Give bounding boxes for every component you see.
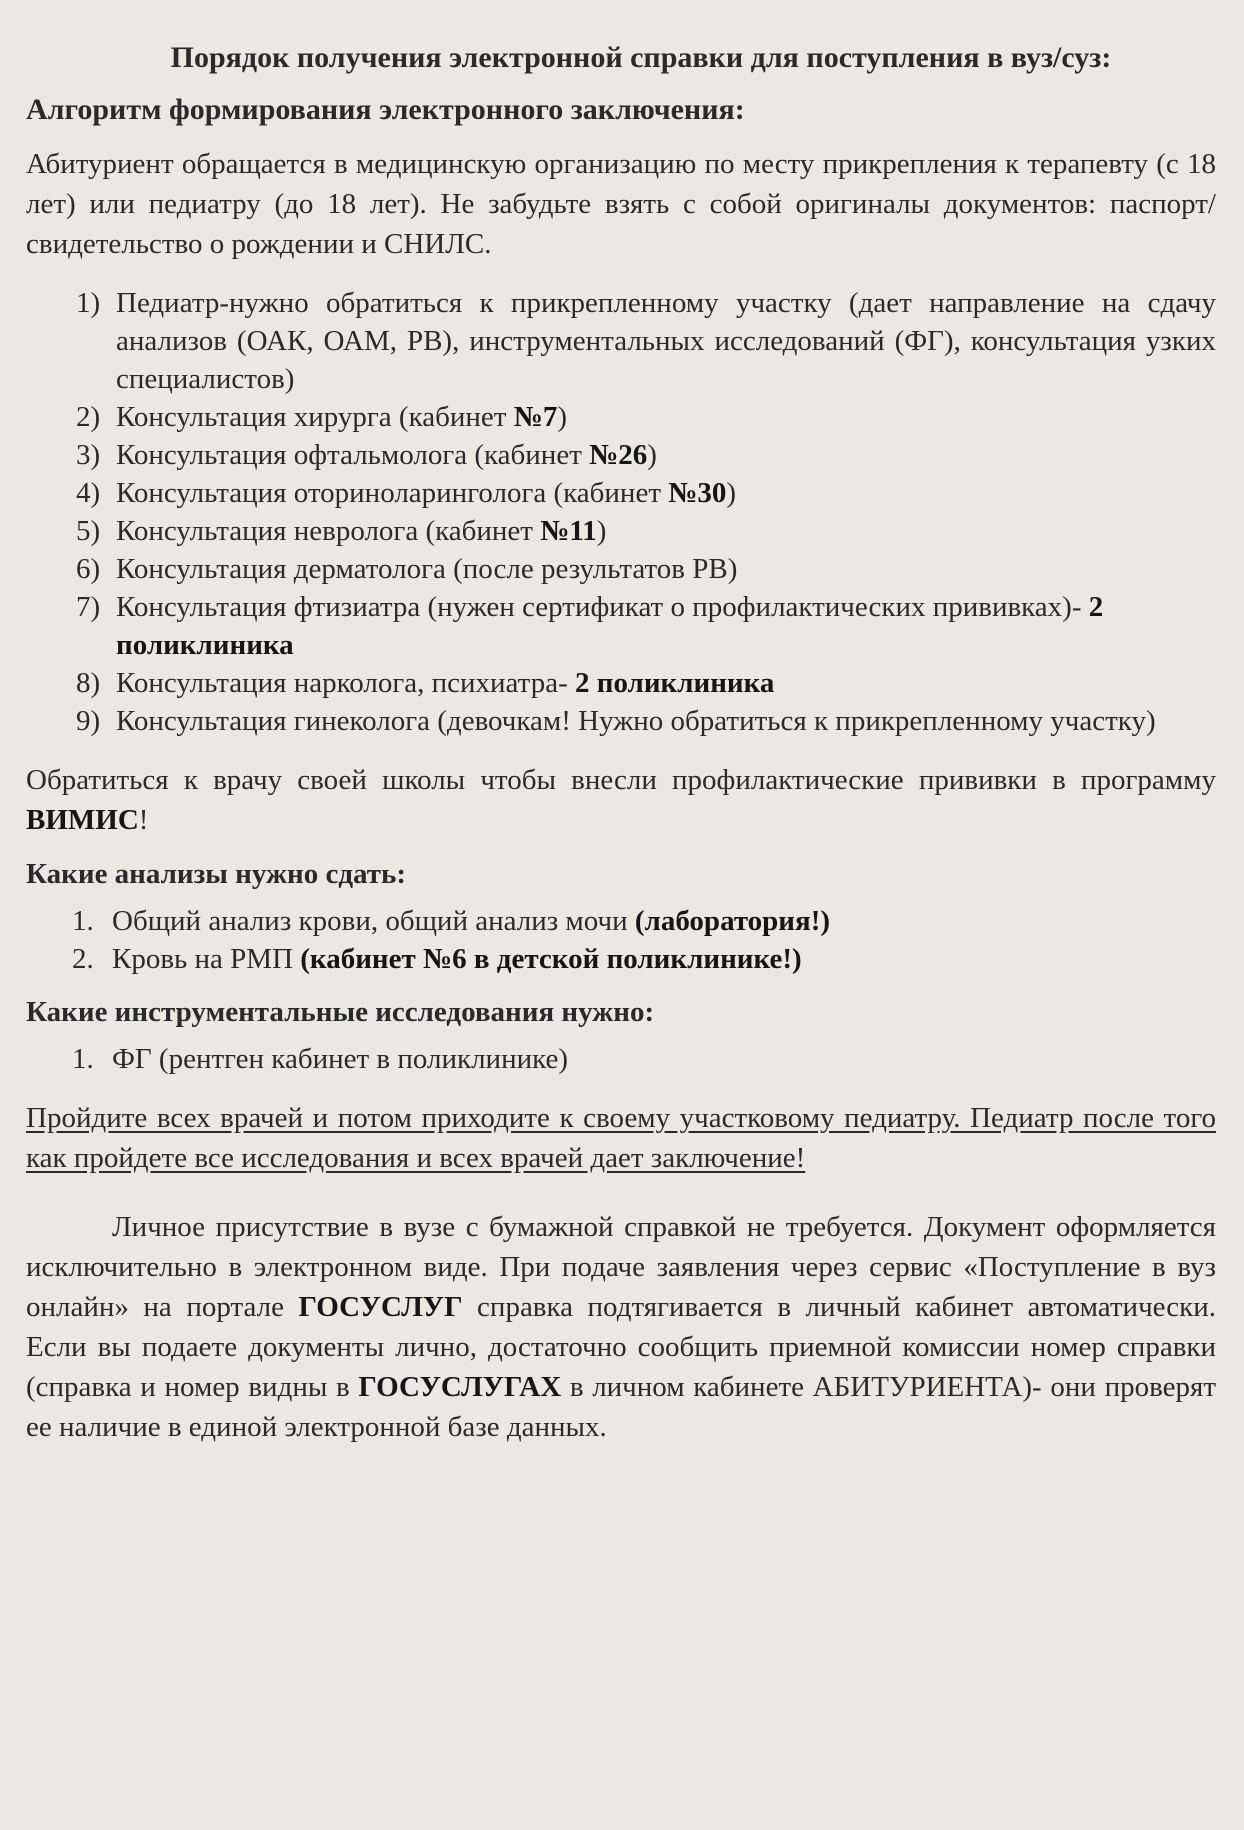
intro-paragraph: Абитуриент обращается в медицинскую организацию по месту прикрепления к терапевту (с 18 лет) или педиатру (до 18 лет). Не забудьте взять с собой оригиналы документов: паспорт/свидетельство о рождении и СНИЛС.	[26, 148, 1216, 260]
vimis-paragraph: Обратиться к врачу своей школы чтобы внесли профилактические прививки в программу ВИМИС!	[26, 764, 1216, 836]
list-item: 4) Консультация оториноларинголога (кабинет №30)	[76, 477, 737, 509]
instrumental-list	[26, 1040, 1216, 1078]
list-item: 1. Общий анализ крови, общий анализ мочи (лаборатория!)	[72, 905, 831, 937]
closing-paragraph: Личное присутствие в вузе с бумажной справкой не требуется. Документ оформляется исключительно в электронном виде. При подаче заявления через сервис «Поступление в вуз онлайн» на портале ГОСУСЛУГ справка подтягивается в личный кабинет автоматически. Если вы подаете документы лично, достаточно сообщить приемной комиссии номер справки (справка и номер видны в ГОСУСЛУГАХ в личном кабинете АБИТУРИЕНТА)- они проверят ее наличие в единой электронной базе данных.	[26, 1211, 1217, 1443]
list-item: 2) Консультация хирурга (кабинет №7)	[76, 401, 568, 433]
document-title: Порядок получения электронной справки для поступления в вуз/суз:	[170, 41, 1112, 74]
underlined-note: Пройдите всех врачей и потом приходите к своему участковому педиатру. Педиатр после того как пройдете все исследования и всех врачей дает заключение!	[26, 1102, 1216, 1174]
analyses-list	[26, 902, 1216, 978]
list-item: 8) Консультация нарколога, психиатра- 2 поликлиника	[76, 667, 775, 699]
instrumental-heading: Какие инструментальные исследования нужно:	[26, 996, 655, 1028]
list-item: 2. Кровь на РМП (кабинет №6 в детской поликлинике!)	[72, 943, 802, 975]
list-item: 5) Консультация невролога (кабинет №11)	[76, 515, 607, 547]
analyses-heading: Какие анализы нужно сдать:	[26, 858, 407, 890]
list-item: 1) Педиатр-нужно обратиться к прикрепленному участку (дает направление на сдачу анализов (ОАК, ОАМ, РВ), инструментальных исследований (ФГ), консультация узких специалистов)	[76, 287, 1216, 395]
list-item: 6) Консультация дерматолога (после результатов РВ)	[76, 553, 738, 585]
list-item: 9) Консультация гинеколога (девочкам! Нужно обратиться к прикрепленному участку)	[76, 705, 1156, 737]
document-subtitle: Алгоритм формирования электронного заключения:	[26, 93, 745, 126]
list-item: 3) Консультация офтальмолога (кабинет №26)	[76, 439, 657, 471]
list-item: 7) Консультация фтизиатра (нужен сертификат о профилактических прививках)- 2 поликлиника	[76, 591, 1104, 661]
list-item: 1. ФГ (рентген кабинет в поликлинике)	[72, 1043, 568, 1075]
steps-list	[26, 284, 1216, 740]
